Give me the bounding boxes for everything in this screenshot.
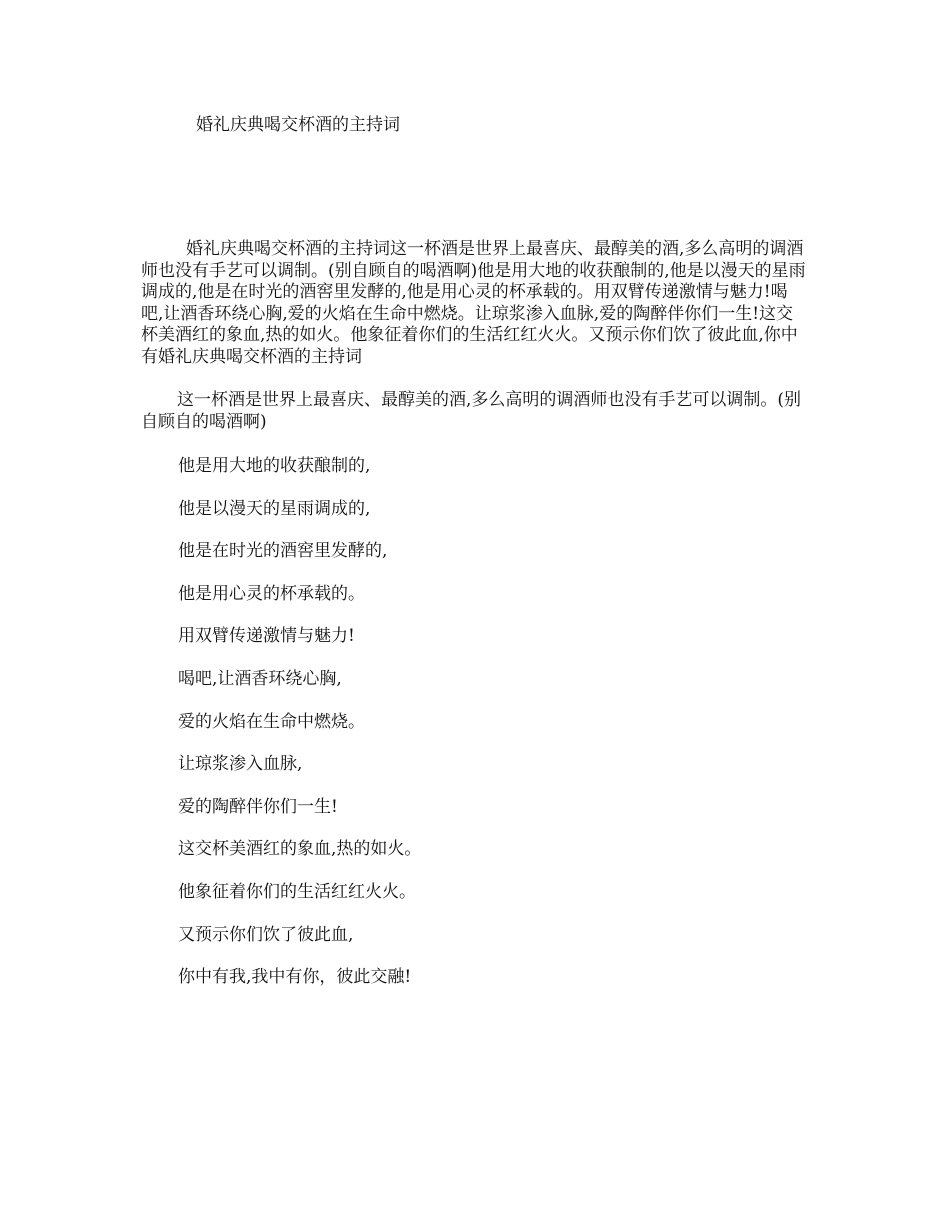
- document-title: 婚礼庆典喝交杯酒的主持词: [196, 115, 400, 135]
- verse-line: 这交杯美酒红的象血,热的如火。: [178, 839, 422, 860]
- verse-line: 喝吧,让酒香环绕心胸,: [178, 668, 342, 689]
- verse-line: 他是以漫天的星雨调成的,: [178, 498, 371, 519]
- second-paragraph: 这一杯酒是世界上最喜庆、最醇美的酒,多么高明的调酒师也没有手艺可以调制。(别自顾自的喝酒啊): [141, 390, 802, 432]
- verse-list: [178, 455, 421, 1009]
- verse-line: 他是用心灵的杯承载的。: [178, 583, 365, 604]
- verse-line: 你中有我,我中有你，彼此交融!: [178, 967, 412, 988]
- verse-line: 爱的火焰在生命中燃烧。: [178, 711, 365, 732]
- verse-line: 用双臂传递激情与魅力!: [178, 626, 355, 647]
- lead-paragraph: 婚礼庆典喝交杯酒的主持词这一杯酒是世界上最喜庆、最醇美的酒,多么高明的调酒师也没有手艺可以调制。(别自顾自的喝酒啊)他是用大地的收获酿制的,他是以漫天的星雨调成的,他是在时光的酒窖里发酵的,他是用心灵的杯承载的。用双臂传递激情与魅力!喝吧,让酒香环绕心胸,爱的火焰在生命中燃烧。让琼浆渗入血脉,爱的陶醉伴你们一生!这交杯美酒红的象血,热的如火。他象征着你们的生活红红火火。又预示你们饮了彼此血,你中有婚礼庆典喝交杯酒的主持词: [141, 239, 806, 367]
- verse-line: 他是用大地的收获酿制的,: [178, 456, 371, 476]
- verse-line: 让琼浆渗入血脉,: [178, 754, 303, 775]
- verse-line: 爱的陶醉伴你们一生!: [178, 796, 338, 817]
- verse-line: 他是在时光的酒窖里发酵的,: [178, 541, 388, 562]
- verse-line: 又预示你们饮了彼此血,: [178, 924, 354, 945]
- verse-line: 他象征着你们的生活红红火火。: [178, 881, 416, 902]
